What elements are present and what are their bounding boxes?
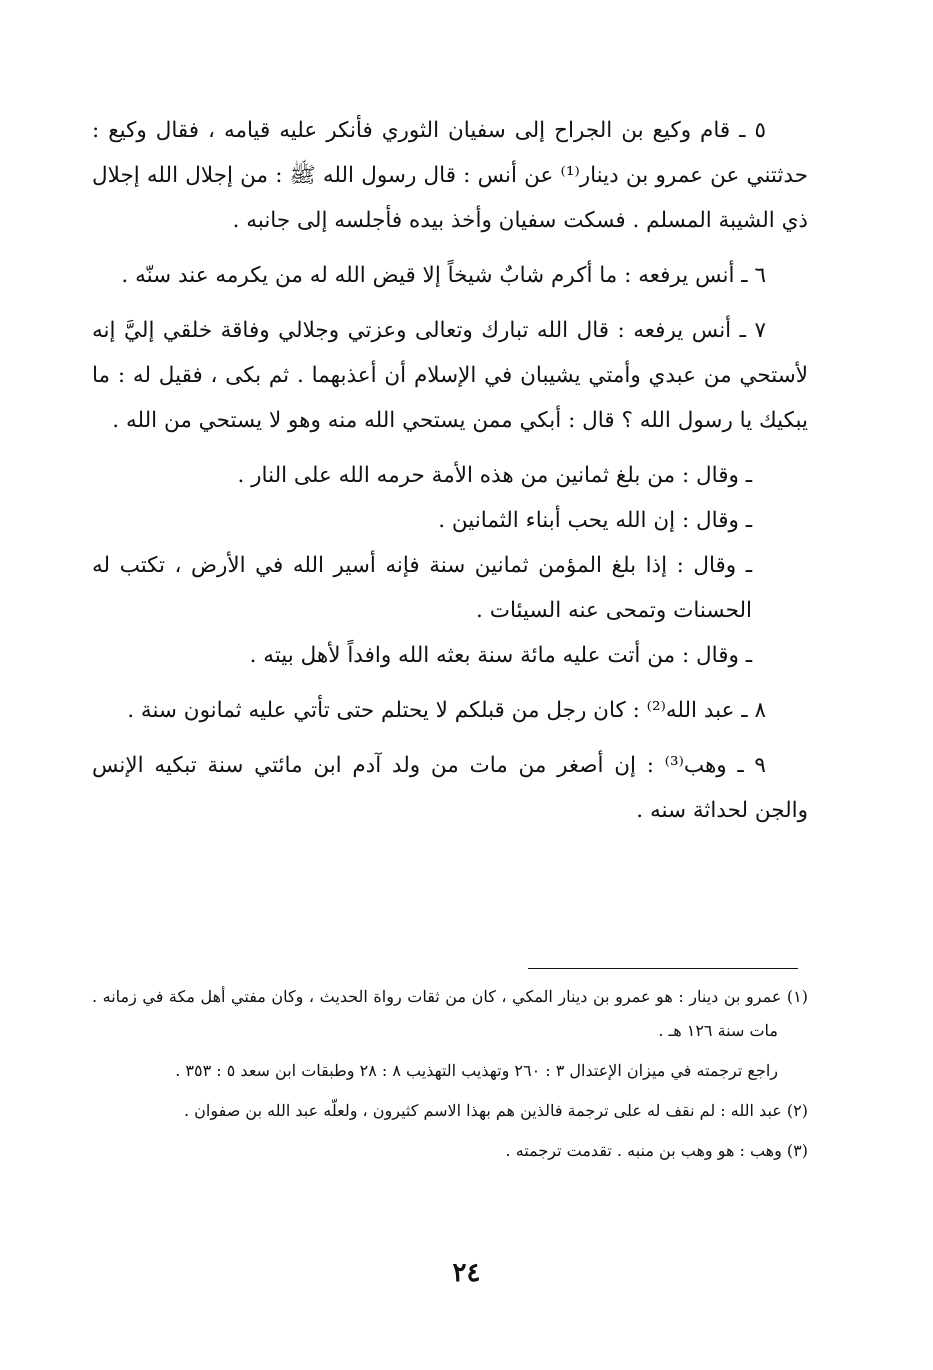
- paragraph-7: ٧ ـ أنس يرفعه : قال الله تبارك وتعالى وعزتي وجلالي وفاقة خلقي إليَّ إنه لأستحي من عبدي وأمتي يشيبان في الإسلام أن أعذبهما . ثم بكى ، فقيل له : ما يبكيك يا رسول الله ؟ قال : أبكي ممن يستحي الله منه وهو لا يستحي من الله .: [92, 318, 808, 433]
- quote-line: ـ وقال : إن الله يحب أبناء الثمانين .: [438, 508, 752, 533]
- main-text: [92, 108, 808, 843]
- paragraph-8: ٨ ـ عبد الله⁽²⁾ : كان رجل من قبلكم لا يحتلم حتى تأتي عليه ثمانون سنة .: [127, 698, 766, 723]
- footnotes: [92, 980, 808, 1174]
- paragraph-5: ٥ ـ قام وكيع بن الجراح إلى سفيان الثوري فأنكر عليه قيامه ، فقال وكيع : حدثتني عن عمرو بن دينار⁽¹⁾ عن أنس : قال رسول الله ﷺ : من إجلال الله إجلال ذي الشيبة المسلم . فسكت سفيان وأخذ بيده فأجلسه إلى جانبه .: [92, 118, 808, 233]
- footnote-separator: [528, 968, 798, 969]
- quote-line: ـ وقال : إذا بلغ المؤمن ثمانين سنة فإنه أسير الله في الأرض ، تكتب له الحسنات وتمحى عنه السيئات .: [92, 553, 752, 623]
- paragraph-6: ٦ ـ أنس يرفعه : ما أكرم شابٌ شيخاً إلا قيض الله له من يكرمه عند سنّه .: [121, 263, 766, 288]
- footnote-1-reference: راجع ترجمته في ميزان الإعتدال ٣ : ٢٦٠ وتهذيب التهذيب ٨ : ٢٨ وطبقات ابن سعد ٥ : ٣٥٣ .: [175, 1061, 778, 1080]
- quote-line: ـ وقال : من بلغ ثمانين من هذه الأمة حرمه الله على النار .: [237, 463, 752, 488]
- footnote-3: (٣) وهب : هو وهب بن منبه . تقدمت ترجمته .: [505, 1141, 808, 1160]
- paragraph-9: ٩ ـ وهب⁽³⁾ : إن أصغر من مات من ولد آدم ابن مائتي سنة تبكيه الإنس والجن لحداثة سنه .: [92, 753, 808, 823]
- footnote-1: (١) عمرو بن دينار : هو عمرو بن دينار المكي ، كان من ثقات رواة الحديث ، وكان مفتي أهل مكة في زمانه . مات سنة ١٢٦ هـ .: [92, 987, 809, 1040]
- page-number: ٢٤: [452, 1258, 481, 1288]
- footnote-2: (٢) عبد الله : لم نقف له على ترجمة فالذين هم بهذا الاسم كثيرون ، ولعلّه عبد الله بن صفوان .: [183, 1101, 808, 1120]
- quote-line: ـ وقال : من أتت عليه مائة سنة بعثه الله وافداً لأهل بيته .: [249, 643, 752, 668]
